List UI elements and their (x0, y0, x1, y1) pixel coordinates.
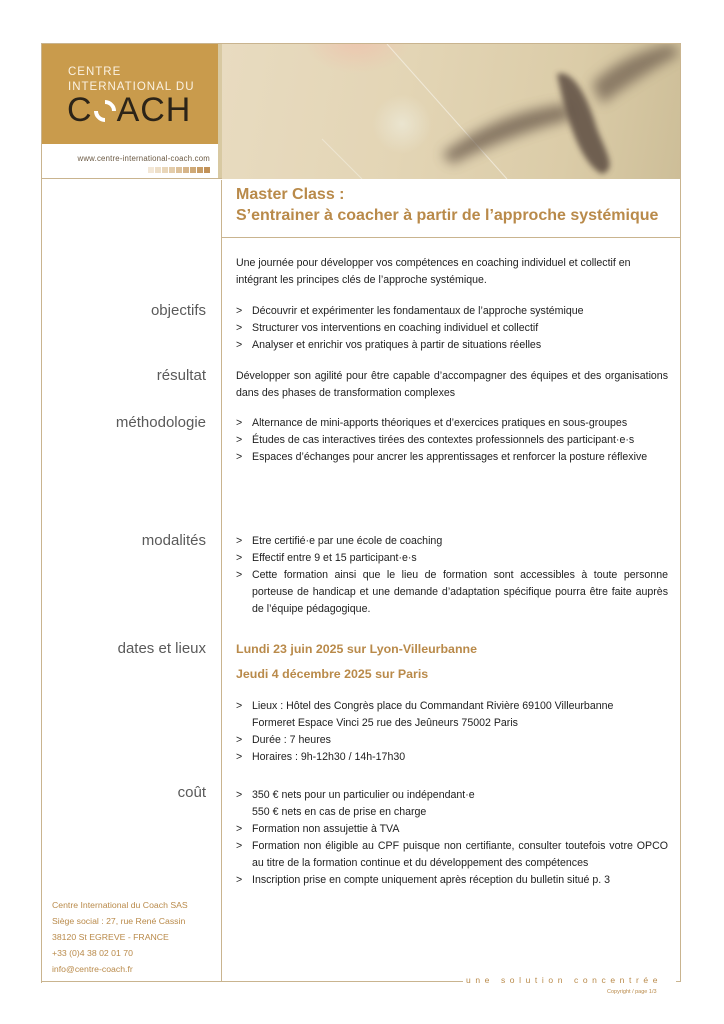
sidebar-divider (42, 178, 222, 179)
address-company: Centre International du Coach SAS (52, 900, 188, 910)
address-city: 38120 St EGREVE - FRANCE (52, 932, 169, 942)
color-tile (190, 167, 196, 173)
company-address (52, 897, 188, 977)
list-item: > Effectif entre 9 et 15 participant·e·s (236, 550, 668, 567)
list-item: > Lieux : Hôtel des Congrès place du Commandant Rivière 69100 Villeurbanne (236, 698, 668, 715)
logo (42, 44, 218, 144)
label-modalites: modalités (141, 532, 206, 549)
bullet-arrow-icon: > (236, 339, 243, 351)
bullet-arrow-icon: > (236, 535, 243, 547)
bird-wing-right (592, 44, 680, 104)
list-item: > Cette formation ainsi que le lieu de formation sont accessibles à toute personne porteuse de handicap et une demande d’adaptation spécifique pourra être faite auprès de l’équipe pédagogique. (236, 569, 668, 615)
label-resultat: résultat (156, 367, 206, 384)
bullet-arrow-icon: > (236, 305, 243, 317)
label-objectifs: objectifs (150, 302, 206, 319)
logo-coach-ach: ACH (116, 91, 192, 129)
bullet-arrow-icon: > (236, 874, 243, 886)
color-tile (155, 167, 161, 173)
section-objectifs (236, 303, 668, 354)
section-dates (236, 639, 668, 766)
tagline-hook (676, 972, 681, 982)
list-item: > Horaires : 9h-12h30 / 14h-17h30 (236, 749, 668, 766)
list-item-continued: Formeret Espace Vinci 25 rue des Jeûneurs 75002 Paris (252, 717, 518, 729)
bullet-arrow-icon: > (236, 569, 243, 581)
frame-border-right (680, 43, 681, 977)
color-tile (204, 167, 210, 173)
resultat-text: Développer son agilité pour être capable d’accompagner des équipes et des organisations dans des phases de transformation complexes (236, 370, 668, 399)
color-tiles (148, 167, 210, 173)
logo-o-icon (89, 95, 120, 126)
color-tile (176, 167, 182, 173)
list-item: > Formation non éligible au CPF puisque non certifiante, consulter toutefois votre OPCO au titre de la formation continue et du développement des compétences (236, 840, 668, 869)
bullet-arrow-icon: > (236, 823, 243, 835)
section-resultat (236, 368, 668, 402)
list-item: > 350 € nets pour un particulier ou indépendant·e (236, 787, 668, 804)
color-tile (162, 167, 168, 173)
list-item: > Etre certifié·e par une école de coaching (236, 533, 668, 550)
bullet-arrow-icon: > (236, 451, 243, 463)
color-tile (148, 167, 154, 173)
date-paris: Jeudi 4 décembre 2025 sur Paris (236, 667, 429, 681)
bullet-arrow-icon: > (236, 434, 243, 446)
list-item: > Études de cas interactives tirées des contextes professionnels des participant·e·s (236, 432, 668, 449)
section-cout (236, 787, 668, 889)
page-title (236, 184, 676, 226)
bullet-arrow-icon: > (236, 552, 243, 564)
bullet-arrow-icon: > (236, 734, 243, 746)
frame-border-bottom (41, 981, 463, 982)
list-item: > Inscription prise en compte uniquement après réception du bulletin situé p. 3 (236, 872, 668, 889)
list-item: > Formation non assujettie à TVA (236, 821, 668, 838)
list-item: > Alternance de mini-apports théoriques et d’exercices pratiques en sous-groupes (236, 415, 668, 432)
column-divider (221, 180, 222, 981)
bullet-arrow-icon: > (236, 417, 243, 429)
website-url[interactable]: www.centre-international-coach.com (77, 154, 210, 163)
label-dates: dates et lieux (117, 640, 206, 657)
list-item-continued: 550 € nets en cas de prise en charge (252, 806, 427, 818)
list-item: > Découvrir et expérimenter les fondamentaux de l’approche systémique (236, 303, 668, 320)
website-strip (42, 144, 218, 178)
frame-border-left (41, 43, 42, 983)
logo-line-centre: CENTRE (68, 66, 122, 78)
bullet-arrow-icon: > (236, 322, 243, 334)
list-item: > Analyser et enrichir vos pratiques à partir de situations réelles (236, 337, 668, 354)
bullet-arrow-icon: > (236, 751, 243, 763)
title-subtitle: S’entrainer à coacher à partir de l’approche systémique (236, 207, 659, 224)
title-divider (222, 237, 680, 238)
color-tile (183, 167, 189, 173)
hero-photo (222, 44, 680, 179)
label-methodologie: méthodologie (115, 414, 206, 431)
label-cout: coût (177, 784, 206, 801)
logo-coach-wordmark (67, 91, 191, 130)
bird-wing-left (442, 104, 572, 164)
intro-text: Une journée pour développer vos compétences en coaching individuel et collectif en intégrant les principes clés de l’approche systémique. (236, 257, 631, 286)
section-modalites (236, 533, 668, 618)
date-lyon: Lundi 23 juin 2025 sur Lyon-Villeurbanne (236, 642, 477, 656)
light-streak-2 (322, 139, 362, 179)
color-tile (197, 167, 203, 173)
color-tile (169, 167, 175, 173)
list-item: > Structurer vos interventions en coaching individuel et collectif (236, 320, 668, 337)
logo-coach-c: C (67, 91, 93, 129)
address-street: Siège social : 27, rue René Cassin (52, 916, 186, 926)
copyright-page-number: Copyright / page 1/3 (607, 989, 657, 995)
list-item: > Espaces d’échanges pour ancrer les apprentissages et renforcer la posture réflexive (236, 449, 668, 466)
section-methodologie (236, 415, 668, 466)
bullet-arrow-icon: > (236, 840, 243, 852)
logo-line-international: INTERNATIONAL DU (68, 81, 195, 93)
address-phone[interactable]: +33 (0)4 38 02 01 70 (52, 948, 133, 958)
list-item: > Durée : 7 heures (236, 732, 668, 749)
bullet-arrow-icon: > (236, 700, 243, 712)
address-email[interactable]: info@centre-coach.fr (52, 964, 133, 974)
bird-icon (222, 44, 680, 179)
tagline: une solution concentrée (466, 975, 663, 985)
bullet-arrow-icon: > (236, 789, 243, 801)
title-master-class: Master Class : (236, 186, 345, 203)
